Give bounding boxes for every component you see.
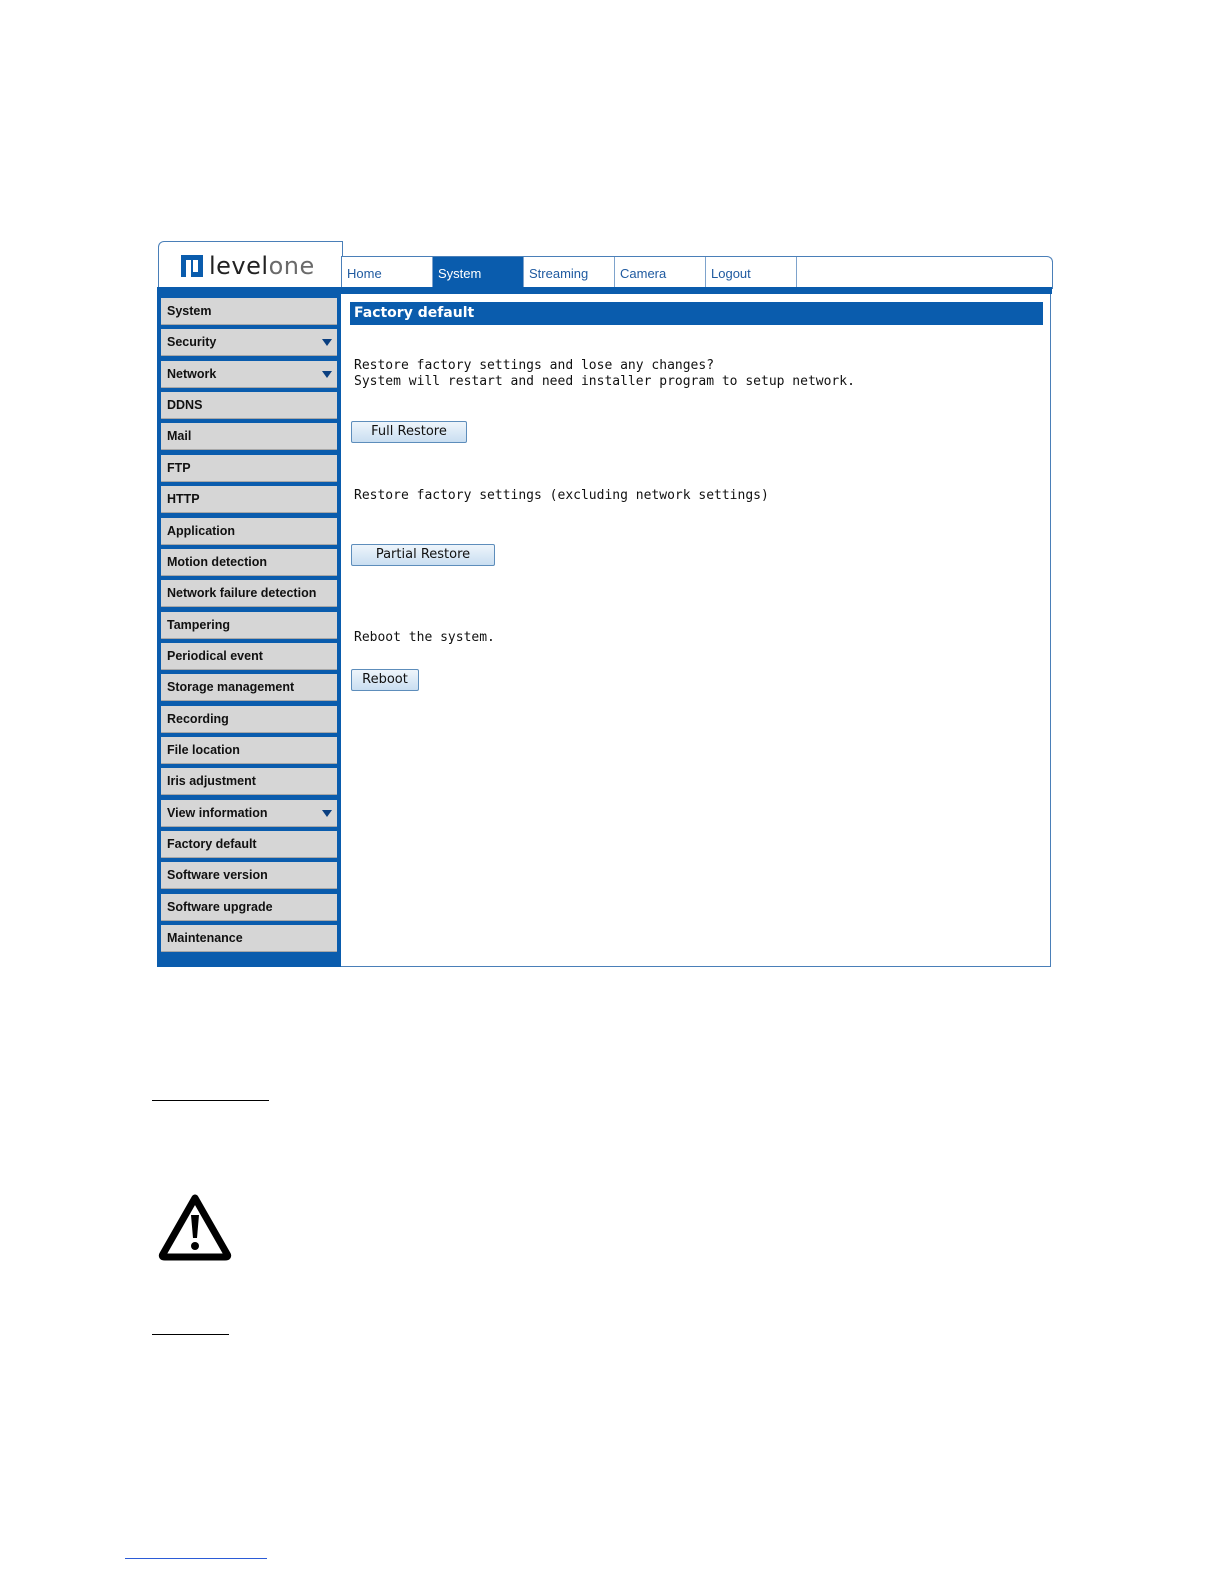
sidebar-item-security[interactable]: Security — [161, 329, 337, 356]
levelone-mark-icon — [181, 255, 203, 277]
sidebar-item-software-upgrade[interactable]: Software upgrade — [161, 894, 337, 921]
sidebar-item-network-failure-detection[interactable]: Network failure detection — [161, 580, 337, 607]
sidebar-item-periodical-event[interactable]: Periodical event — [161, 643, 337, 670]
sidebar-item-view-information[interactable]: View information — [161, 800, 337, 827]
note-heading-underline — [152, 1334, 229, 1335]
partial-restore-button[interactable]: Partial Restore — [351, 544, 495, 566]
top-nav-tabs — [342, 257, 797, 288]
chevron-down-icon — [322, 371, 332, 378]
chevron-down-icon — [322, 339, 332, 346]
tab-camera[interactable]: Camera — [615, 257, 706, 288]
sidebar-item-factory-default[interactable]: Factory default — [161, 831, 337, 858]
logo-tab — [158, 241, 343, 290]
tab-system[interactable]: System — [433, 257, 524, 288]
sidebar-item-recording[interactable]: Recording — [161, 706, 337, 733]
full-restore-description-line-2: System will restart and need installer program to setup network. — [354, 374, 855, 389]
sidebar-item-mail[interactable]: Mail — [161, 423, 337, 450]
reboot-button[interactable]: Reboot — [351, 669, 419, 691]
section-heading-underline — [152, 1100, 269, 1101]
sidebar-item-http[interactable]: HTTP — [161, 486, 337, 513]
camera-web-ui — [157, 241, 1052, 967]
sidebar-item-iris-adjustment[interactable]: Iris adjustment — [161, 768, 337, 795]
header-divider — [157, 287, 1052, 294]
sidebar-item-ddns[interactable]: DDNS — [161, 392, 337, 419]
page-title: Factory default — [350, 302, 1043, 325]
sidebar-item-system[interactable]: System — [161, 298, 337, 325]
sidebar-item-ftp[interactable]: FTP — [161, 455, 337, 482]
sidebar-item-storage-management[interactable]: Storage management — [161, 674, 337, 701]
sidebar-item-tampering[interactable]: Tampering — [161, 612, 337, 639]
reboot-description: Reboot the system. — [354, 630, 495, 645]
sidebar-item-software-version[interactable]: Software version — [161, 862, 337, 889]
full-restore-description-line-1: Restore factory settings and lose any changes? — [354, 358, 715, 373]
tab-logout[interactable]: Logout — [706, 257, 797, 288]
warning-triangle-icon — [158, 1193, 232, 1261]
chevron-down-icon — [322, 810, 332, 817]
levelone-logo[interactable] — [181, 252, 315, 280]
main-content — [341, 294, 1051, 967]
sidebar — [157, 294, 341, 967]
sidebar-item-file-location[interactable]: File location — [161, 737, 337, 764]
logo-wordmark: levelone — [209, 252, 315, 280]
sidebar-item-network[interactable]: Network — [161, 361, 337, 388]
footer-link-underline[interactable] — [125, 1558, 267, 1559]
sidebar-item-application[interactable]: Application — [161, 518, 337, 545]
full-restore-button[interactable]: Full Restore — [351, 421, 467, 443]
partial-restore-description: Restore factory settings (excluding network settings) — [354, 488, 769, 503]
tab-streaming[interactable]: Streaming — [524, 257, 615, 288]
sidebar-item-maintenance[interactable]: Maintenance — [161, 925, 337, 952]
tab-home[interactable]: Home — [342, 257, 433, 288]
sidebar-item-motion-detection[interactable]: Motion detection — [161, 549, 337, 576]
